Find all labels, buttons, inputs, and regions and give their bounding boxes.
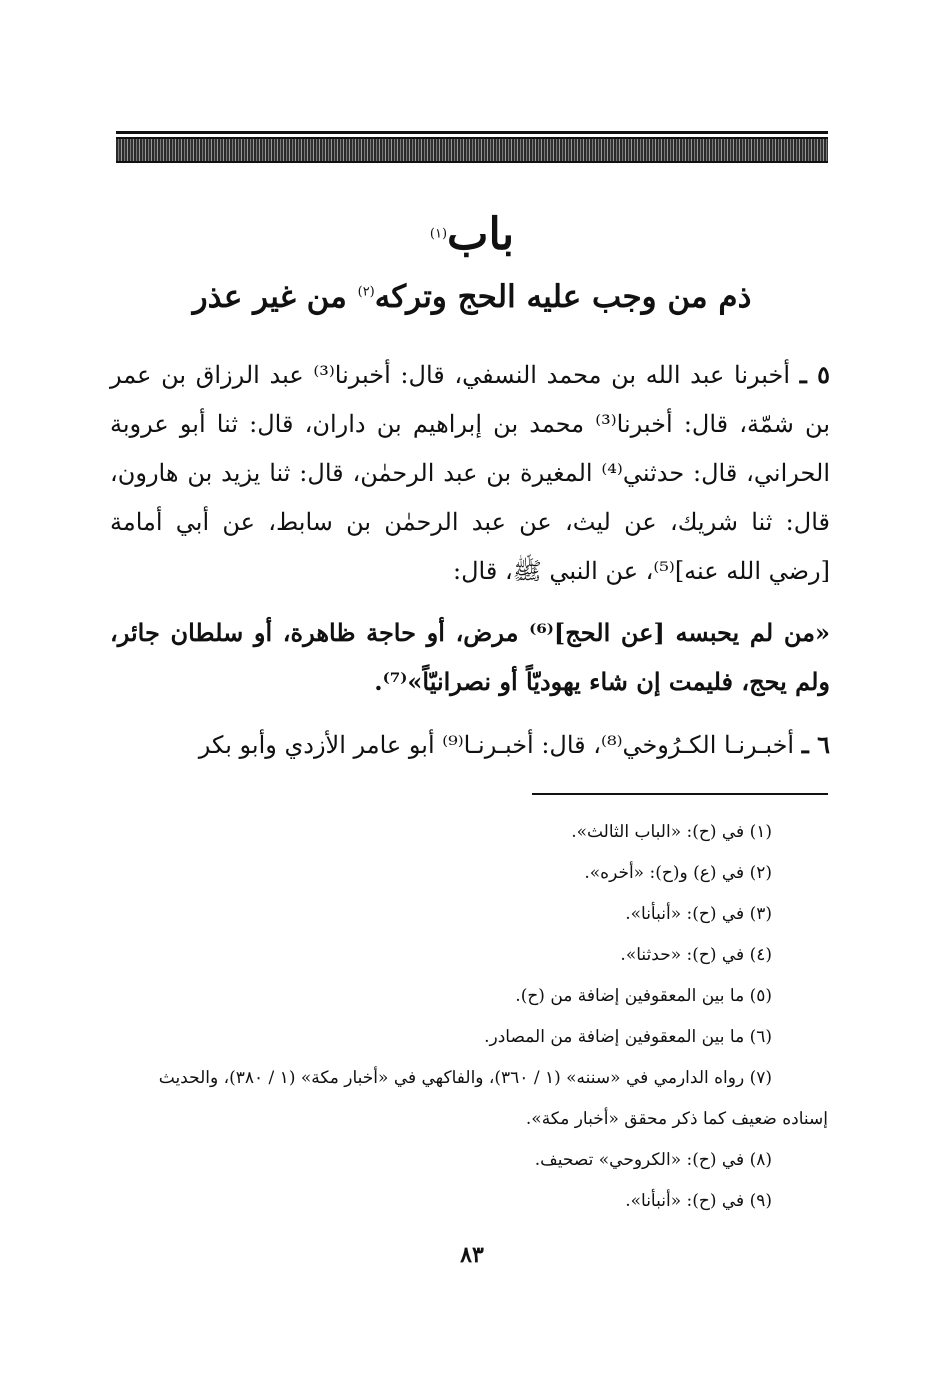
footnote-7-continued: إسناده ضعيف كما ذكر محقق «أخبار مكة». — [525, 1109, 828, 1129]
header-ornament — [116, 131, 828, 163]
chapter-title — [116, 205, 828, 265]
chapter-subtitle-part-a: ذم من وجب عليه الحج وتركه — [374, 279, 752, 315]
paragraph-6 — [110, 720, 830, 770]
main-text — [110, 350, 830, 770]
footnote-9: (٩) في (ح): «أنبأنا». — [625, 1191, 772, 1211]
chapter-title-word: باب — [447, 209, 515, 260]
paragraph-number: ٥ ـ — [799, 360, 831, 389]
chapter-subtitle-part-b: من غير عذر — [192, 279, 358, 315]
chapter-subtitle-note: (٢) — [357, 284, 375, 300]
paragraph-text: أخبـرنـا الكـرُوخي⁽⁸⁾، قال: أخبـرنـا⁽⁹⁾ أبو عامر الأزدي وأبو بكر — [198, 731, 795, 759]
header-hatched-bar — [116, 137, 828, 163]
chapter-subtitle — [116, 275, 828, 319]
paragraph-text: أخبرنا عبد الله بن محمد النسفي، قال: أخبرنا⁽³⁾ عبد الرزاق بن عمر بن شمّة، قال: أخبرنا⁽³⁾ محمد بن إبراهيم بن داران، قال: ثنا أبو عروبة الحراني، قال: حدثني⁽⁴⁾ المغيرة بن عبد الرحمٰن، قال: ثنا يزيد بن هارون، قال: ثنا شريك، عن ليث، عن عبد الرحمٰن بن سابط، عن أبي أمامة [رضي الله عنه]⁽⁵⁾، عن النبي ﷺ، قال: — [110, 361, 830, 585]
footnote-5: (٥) ما بين المعقوفين إضافة من (ح). — [515, 986, 772, 1006]
chapter-title-note: (١) — [429, 226, 448, 242]
paragraph-number: ٦ ـ — [801, 730, 830, 759]
paragraph-5 — [110, 350, 830, 596]
footnote-1: (١) في (ح): «الباب الثالث». — [571, 822, 772, 842]
page-number: ٨٣ — [460, 1242, 484, 1268]
footnote-4: (٤) في (ح): «حدثنا». — [620, 945, 772, 965]
hadith-text: «من لم يحبسه [عن الحج]⁽⁶⁾ مرض، أو حاجة ظاهرة، أو سلطان جائر، ولم يحج، فليمت إن شاء يهوديّاً أو نصرانيّاً»⁽⁷⁾. — [110, 618, 830, 696]
footnote-2: (٢) في (ع) و(ح): «أخره». — [584, 863, 772, 883]
hadith-quote — [110, 608, 830, 706]
header-rule-top — [116, 131, 828, 134]
footnote-6: (٦) ما بين المعقوفين إضافة من المصادر. — [484, 1027, 772, 1047]
footnote-7: (٧) رواه الدارمي في «سننه» (١ / ٣٦٠)، والفاكهي في «أخبار مكة» (١ / ٣٨٠)، والحديث — [158, 1068, 772, 1088]
footnotes — [110, 812, 828, 1222]
chapter-heading — [116, 205, 828, 319]
footnote-8: (٨) في (ح): «الكروحي» تصحيف. — [534, 1150, 772, 1170]
footnote-divider — [532, 793, 828, 795]
footnote-3: (٣) في (ح): «أنبأنا». — [625, 904, 772, 924]
